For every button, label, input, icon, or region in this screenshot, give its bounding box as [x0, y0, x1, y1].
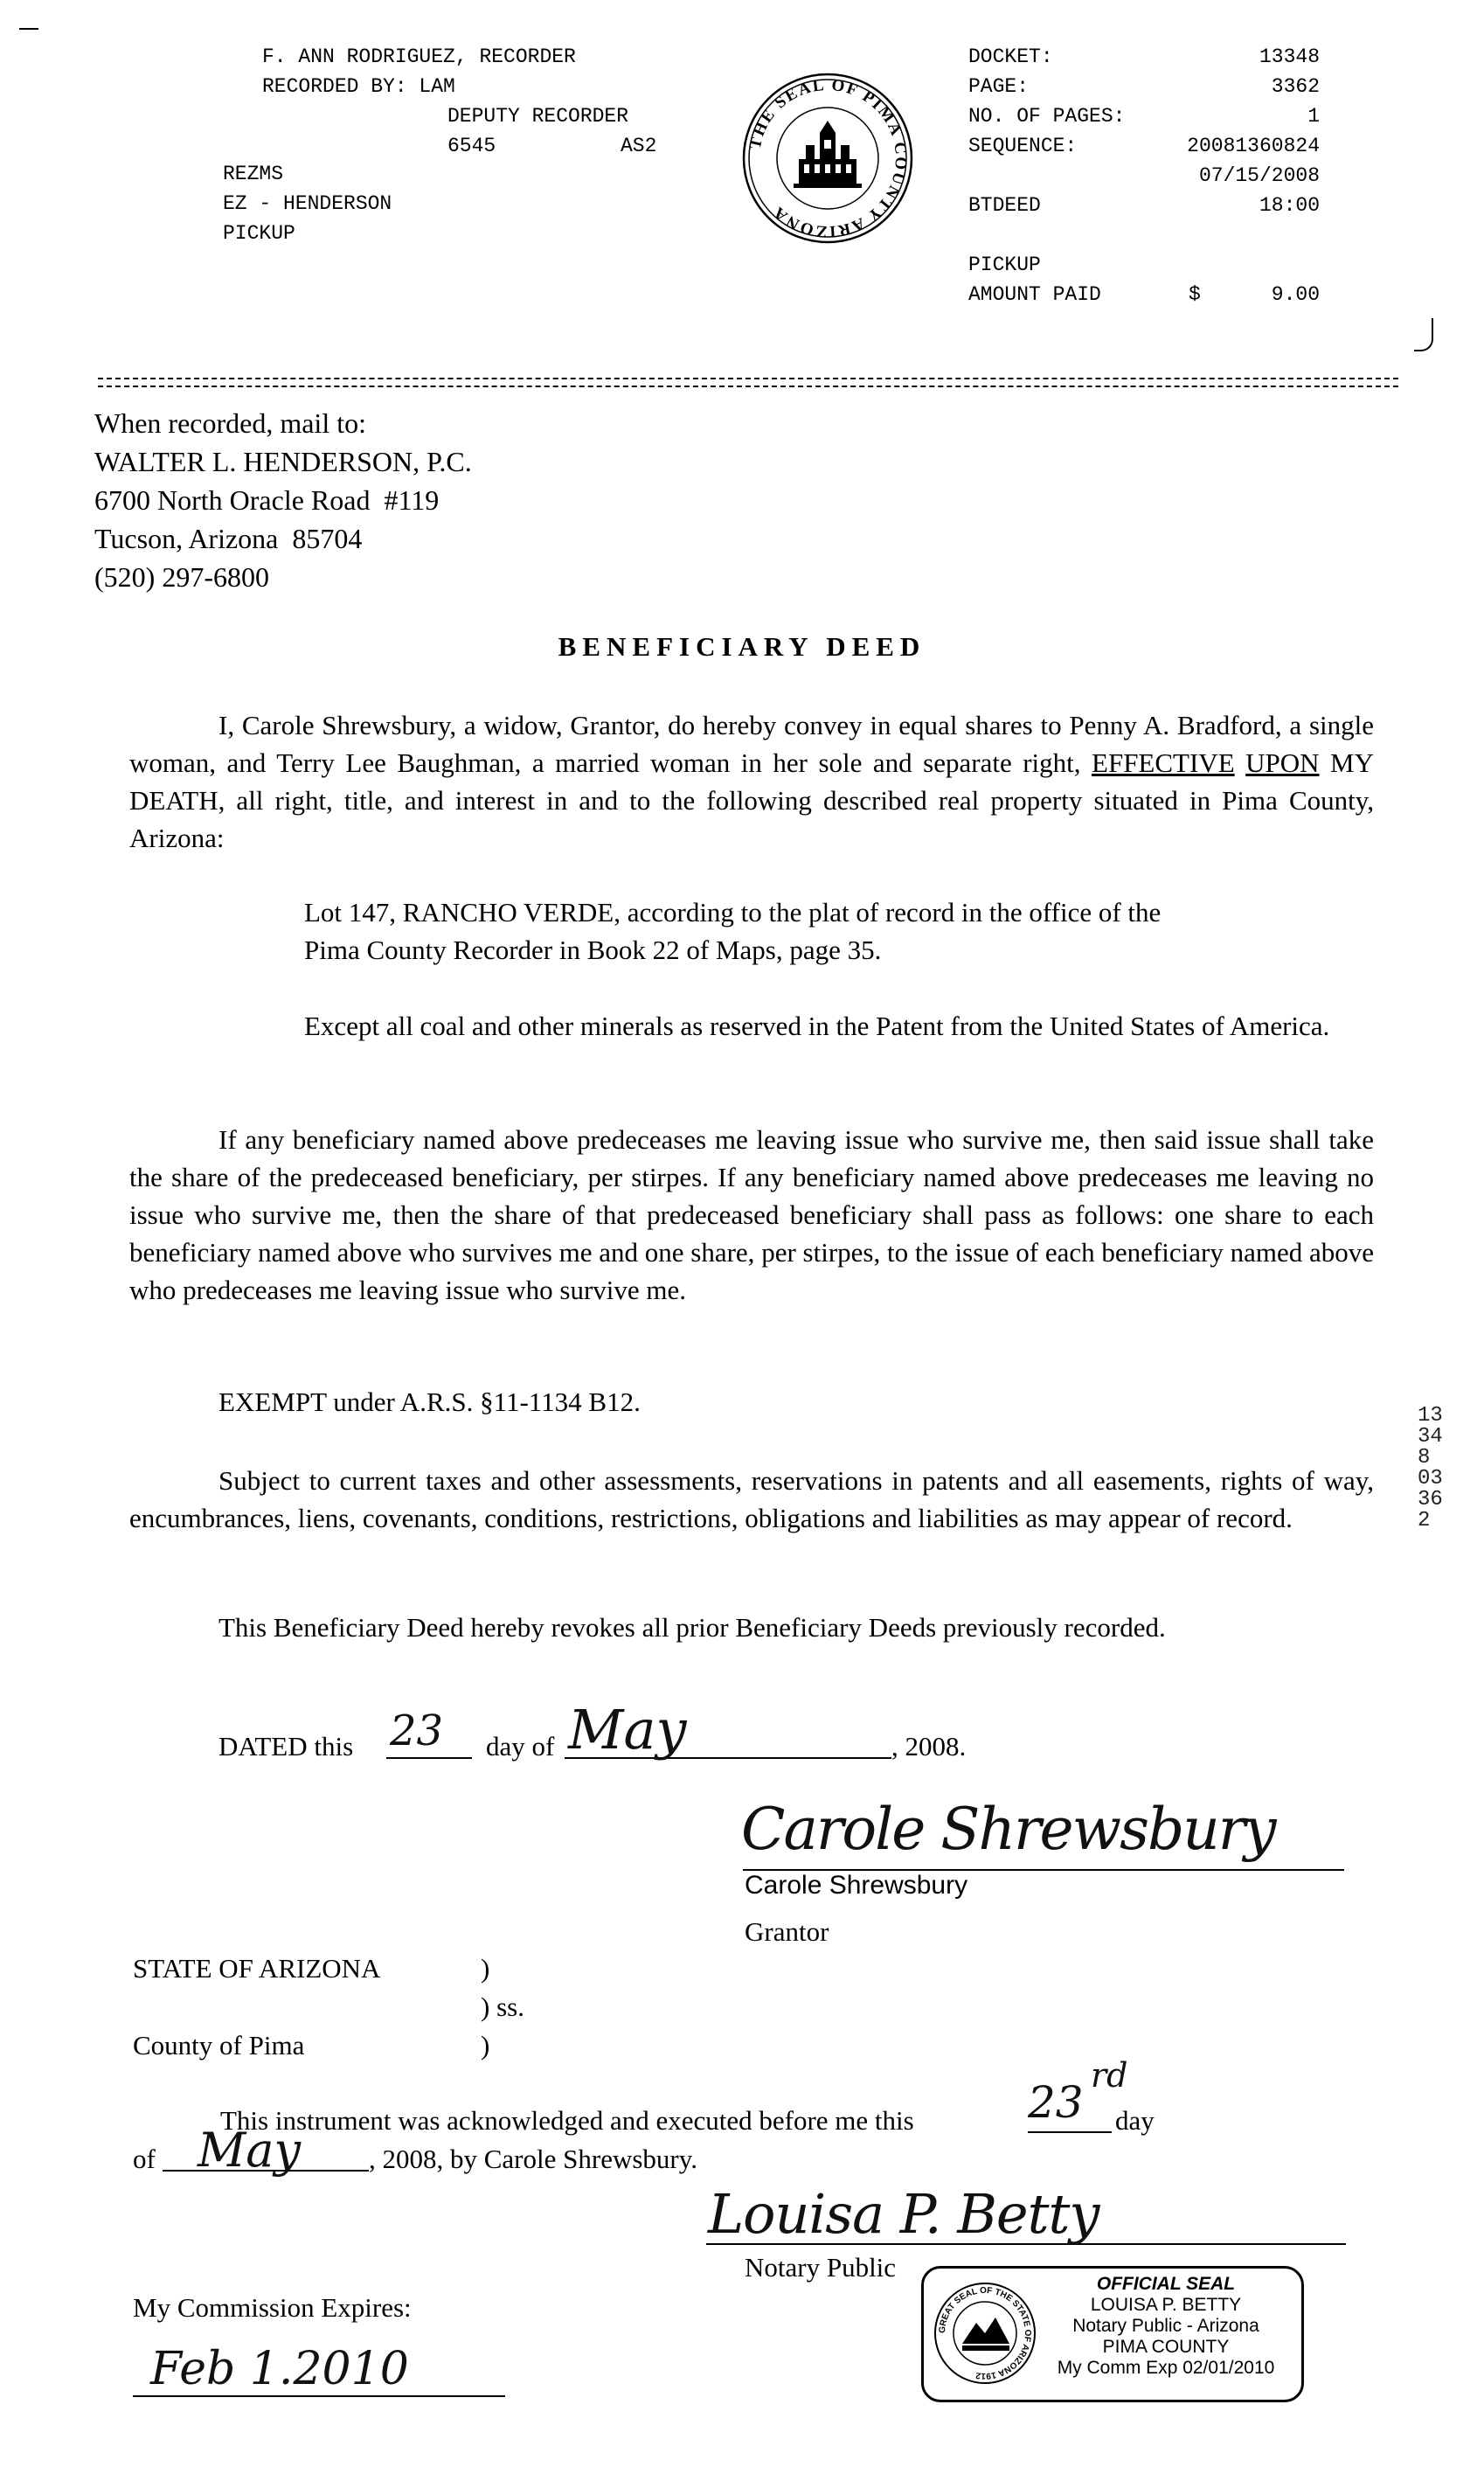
- ack-day-blank: [1028, 2131, 1112, 2133]
- recorded-by: RECORDED BY: LAM: [262, 75, 455, 98]
- revocation-line: This Beneficiary Deed hereby revokes all prior Beneficiary Deeds previously recorded.: [218, 1612, 1166, 1643]
- dated-middle: day of: [486, 1731, 555, 1762]
- deputy-code: 6545: [447, 135, 496, 157]
- exempt-line: EXEMPT under A.R.S. §11-1134 B12.: [218, 1386, 641, 1417]
- legal-minerals: Except all coal and other minerals as reserved in the Patent from the United States of America.: [304, 1011, 1330, 1041]
- venue-paren-3: ): [481, 2030, 490, 2061]
- seal-comm-exp: My Comm Exp 02/01/2010: [1057, 2358, 1275, 2378]
- page-value: 3362: [1271, 75, 1320, 98]
- commission-blank: [133, 2395, 505, 2397]
- seal-county: PIMA COUNTY: [1102, 2337, 1230, 2357]
- margin-stamp: 13348 03362: [1418, 1404, 1443, 1532]
- mail-to-phone: (520) 297-6800: [94, 561, 269, 593]
- record-date: 07/15/2008: [1198, 164, 1320, 187]
- conveyance-text-b: MY DEATH, all right, title, and interest in and to the following described real property situated in Pima County, Arizona:: [129, 747, 1374, 853]
- ack-line2-prefix: of: [133, 2144, 156, 2174]
- doc-type: BTDEED: [968, 194, 1041, 217]
- mail-to-block: [94, 404, 472, 596]
- document-title: BENEFICIARY DEED: [558, 631, 926, 662]
- dated-month-handwritten: May: [568, 1698, 687, 1762]
- ack-line1-prefix: This instrument was acknowledged and executed before me this: [220, 2105, 914, 2136]
- page-label: PAGE:: [968, 75, 1030, 98]
- code-rezms: REZMS: [223, 163, 284, 185]
- docket-pickup: PICKUP: [968, 254, 1041, 276]
- ack-day-handwritten: 23: [1028, 2077, 1084, 2128]
- seal-official-label: OFFICIAL SEAL: [1096, 2274, 1236, 2294]
- effective-text: EFFECTIVE: [1092, 747, 1235, 778]
- notary-label: Notary Public: [745, 2252, 897, 2283]
- upon-text: UPON: [1245, 747, 1320, 778]
- ack-day-suffix-handwritten: rd: [1091, 2056, 1128, 2095]
- venue-state: STATE OF ARIZONA: [133, 1953, 381, 1984]
- legal-description: [304, 893, 1213, 969]
- notary-seal-stamp: [921, 2266, 1304, 2402]
- mail-to-name: WALTER L. HENDERSON, P.C.: [94, 446, 472, 477]
- legal-exception: [304, 1007, 1388, 1045]
- seal-notary-state: Notary Public - Arizona: [1072, 2316, 1259, 2336]
- header-divider: [98, 378, 1398, 387]
- pages-label: NO. OF PAGES:: [968, 105, 1126, 128]
- dated-day-handwritten: 23: [390, 1706, 444, 1755]
- deputy-station: AS2: [621, 135, 657, 157]
- grantor-role: Grantor: [745, 1916, 829, 1947]
- pages-value: 1: [1307, 105, 1320, 128]
- venue-paren-1: ): [481, 1953, 490, 1984]
- arizona-state-seal-icon: [933, 2281, 1037, 2386]
- svg-text:GREAT SEAL OF THE STATE OF ARI: GREAT SEAL OF THE STATE OF ARIZONA 1912: [937, 2285, 1033, 2381]
- ack-line1-suffix: day: [1115, 2105, 1155, 2136]
- dated-prefix: DATED this: [218, 1731, 354, 1762]
- notary-signature: Louisa P. Betty: [708, 2182, 1099, 2246]
- record-time: 18:00: [1259, 194, 1320, 217]
- amount-label: AMOUNT PAID: [968, 283, 1101, 306]
- ack-line2-suffix: , 2008, by Carole Shrewsbury.: [369, 2144, 697, 2174]
- corner-mark: [19, 28, 38, 30]
- corner-bracket: [1414, 318, 1433, 351]
- code-pickup: PICKUP: [223, 222, 295, 245]
- day-blank: [386, 1757, 472, 1759]
- sequence-value: 20081360824: [1187, 135, 1320, 157]
- amount-value: 9.00: [1271, 283, 1320, 306]
- ack-month-handwritten: May: [198, 2123, 301, 2178]
- pima-county-seal: [741, 72, 914, 245]
- deputy-recorder: DEPUTY RECORDER: [447, 105, 629, 128]
- svg-text:THE SEAL OF PIMA COUNTY ARIZON: THE SEAL OF PIMA COUNTY ARIZONA: [745, 75, 911, 241]
- commission-date-handwritten: Feb 1.2010: [150, 2343, 409, 2395]
- mail-to-heading: When recorded, mail to:: [94, 407, 366, 439]
- currency-symbol: $: [1189, 283, 1201, 306]
- conveyance-paragraph: [129, 706, 1374, 857]
- mail-to-city: Tucson, Arizona 85704: [94, 523, 363, 554]
- seal-notary-name: LOUISA P. BETTY: [1090, 2295, 1242, 2315]
- docket-value: 13348: [1259, 45, 1320, 68]
- subject-to-paragraph: Subject to current taxes and other assessments, reservations in patents and all easements, rights of way, encumbrances, liens, covenants, conditions, restrictions, obligations and liabilities as may appear of record.: [129, 1465, 1374, 1533]
- predecease-paragraph: If any beneficiary named above predeceases me leaving issue who survive me, then said issue shall take the share of the predeceased beneficiary, per stirpes. If any beneficiary named above predeceases me leaving no issue who survive me, then the share of that predeceased beneficiary shall pass as follows: one share to each beneficiary named above who survives me and one share, per stirpes, to the issue of each beneficiary named above who predeceases me leaving issue who survive me.: [129, 1124, 1374, 1305]
- grantor-printed-name: Carole Shrewsbury: [745, 1871, 968, 1900]
- commission-label: My Commission Expires:: [133, 2292, 412, 2323]
- conveyance-text-a: I, Carole Shrewsbury, a widow, Grantor, do hereby convey in equal shares to Penny A. Bradford, a single woman, and Terry Lee Baughman, a married woman in her sole and separate right,: [129, 710, 1374, 778]
- venue-county: County of Pima: [133, 2030, 305, 2061]
- county-seal-icon: [741, 72, 914, 245]
- grantor-signature: Carole Shrewsbury: [741, 1796, 1275, 1863]
- mail-to-street: 6700 North Oracle Road #119: [94, 484, 440, 516]
- docket-label: DOCKET:: [968, 45, 1053, 68]
- recorder-name: F. ANN RODRIGUEZ, RECORDER: [262, 45, 576, 68]
- sequence-label: SEQUENCE:: [968, 135, 1078, 157]
- venue-ss: ) ss.: [481, 1991, 524, 2022]
- dated-suffix: , 2008.: [891, 1731, 967, 1762]
- legal-lot: Lot 147, RANCHO VERDE, according to the plat of record in the office of the Pima County Recorder in Book 22 of Maps, page 35.: [304, 897, 1162, 965]
- code-henderson: EZ - HENDERSON: [223, 192, 392, 215]
